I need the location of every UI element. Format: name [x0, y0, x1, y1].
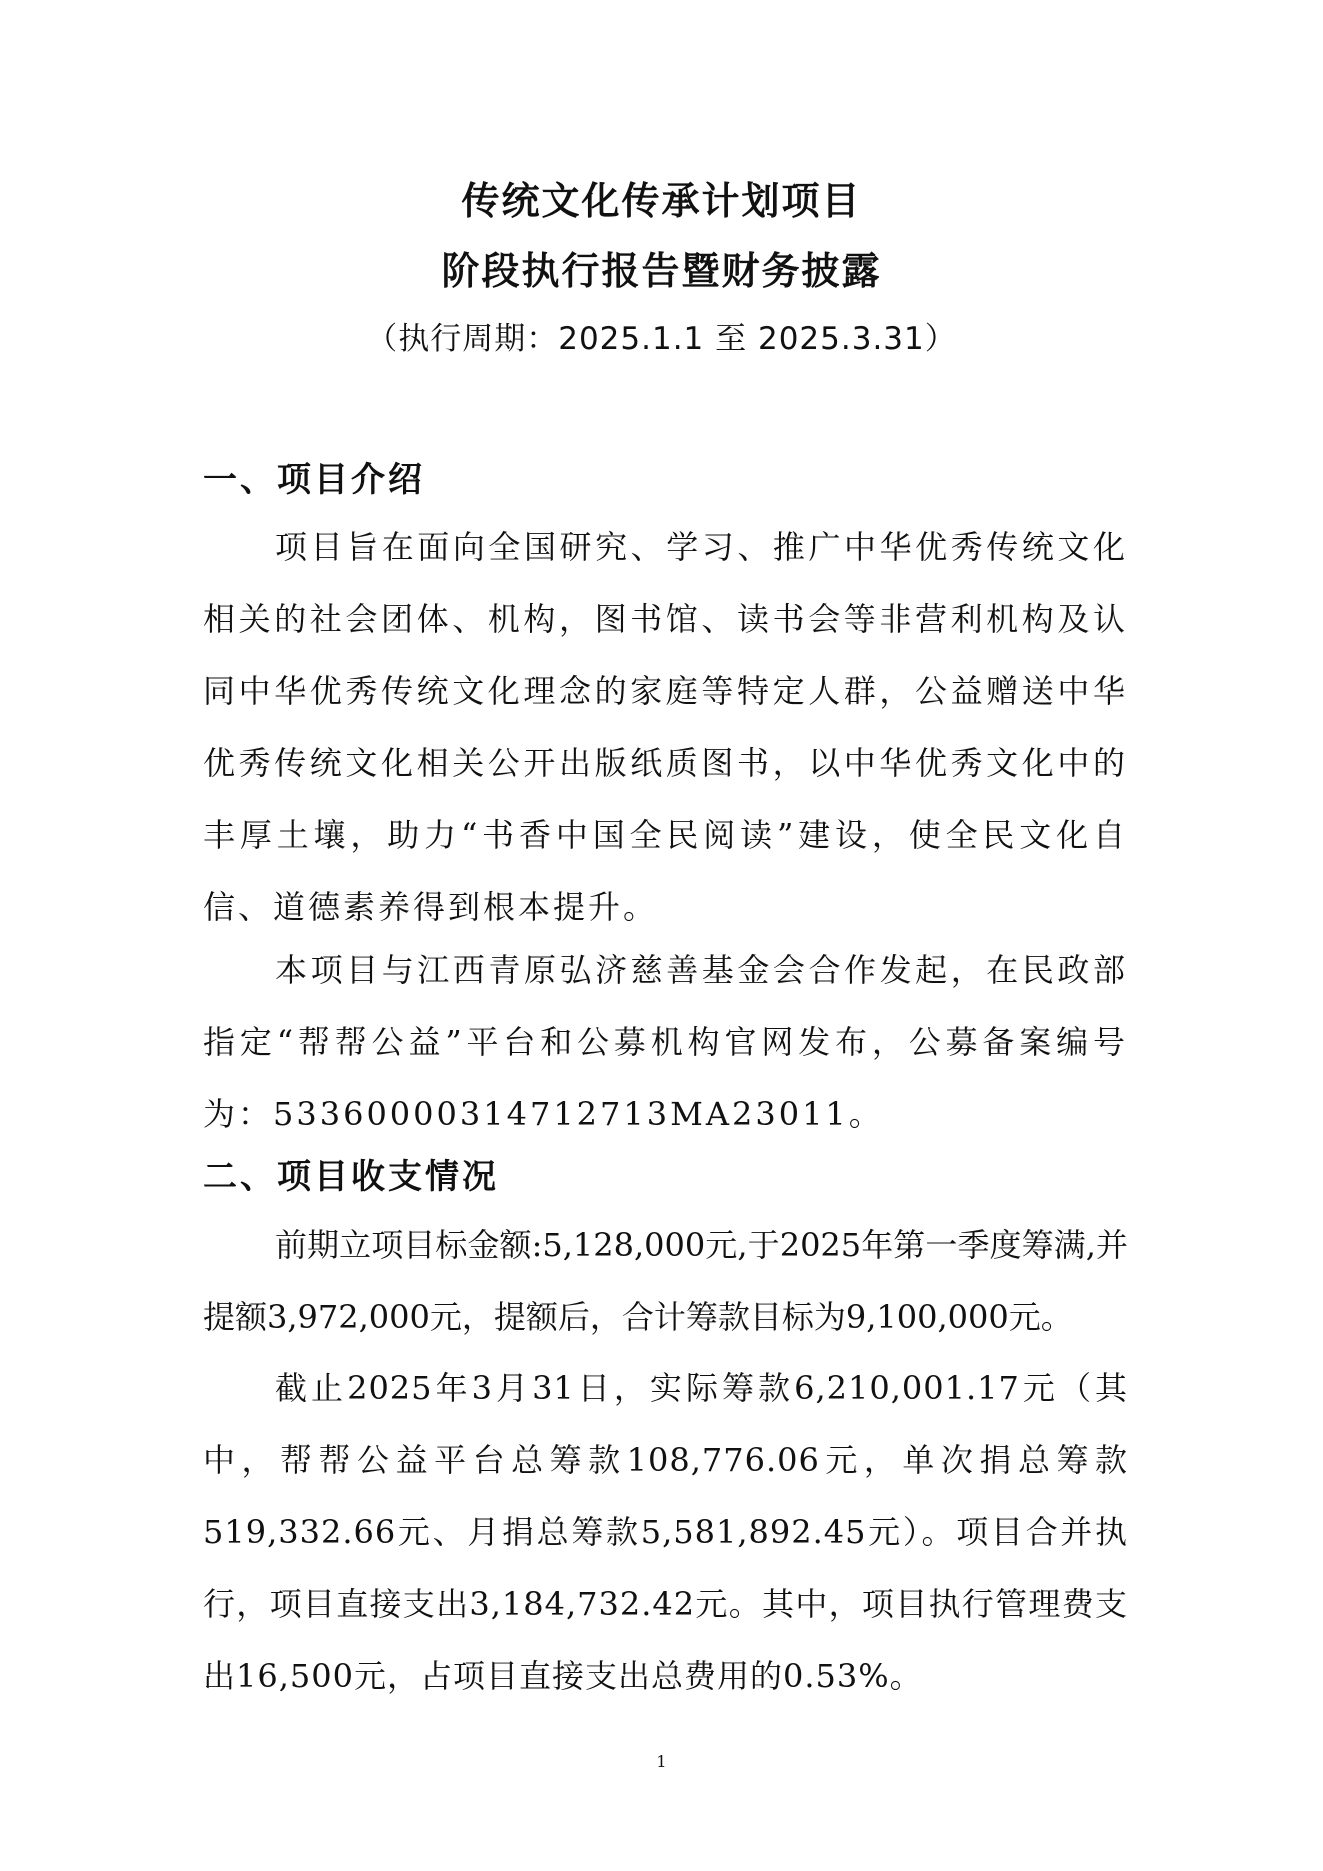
page-number: 1 [656, 1752, 667, 1771]
intro-paragraph-2: 本项目与江西青原弘济慈善基金会合作发起，在民政部指定“帮帮公益”平台和公募机构官网发布，公募备案编号为：53360000314712713MA23011。 [203, 951, 1128, 1133]
intro-paragraph-1: 项目旨在面向全国研究、学习、推广中华优秀传统文化相关的社会团体、机构，图书馆、读书会等非营利机构及认同中华优秀传统文化理念的家庭等特定人群，公益赠送中华优秀传统文化相关公开出版纸质图书，以中华优秀文化中的丰厚土壤，助力“书香中国全民阅读”建设，使全民文化自信、道德素养得到根本提升。 [203, 528, 1128, 926]
section-heading-introduction: 一、项目介绍 [203, 460, 425, 500]
document-title-line-2: 阶段执行报告暨财务披露 [441, 249, 882, 293]
document-title-line-1: 传统文化传承计划项目 [461, 179, 862, 223]
finance-paragraph-2: 截止2025年3月31日，实际筹款6,210,001.17元（其中，帮帮公益平台总筹款108,776.06元，单次捐总筹款519,332.66元、月捐总筹款5,581,892.45元）。项目合并执行，项目直接支出3,184,732.42元。其中，项目执行管理费支出16,500元，占项目直接支出总费用的0.53%。 [203, 1369, 1128, 1695]
section-heading-finances: 二、项目收支情况 [203, 1157, 499, 1197]
execution-period: （执行周期：2025.1.1 至 2025.3.31） [366, 321, 957, 357]
finance-paragraph-1: 前期立项目标金额:5,128,000元,于2025年第一季度筹满,并提额3,972,000元，提额后，合计筹款目标为9,100,000元。 [203, 1226, 1128, 1336]
